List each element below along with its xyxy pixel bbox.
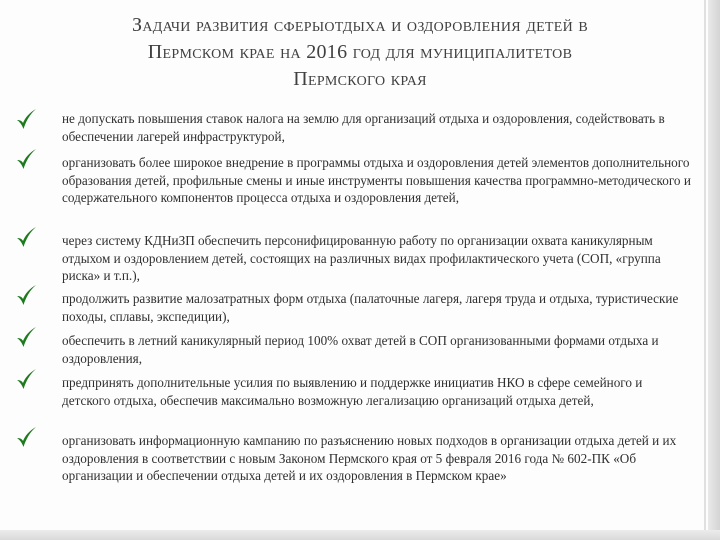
list-item-text: через систему КДНиЗП обеспечить персонифицированную работу по организации охвата каникулярным отдыхом и оздоровлением детей, состоящих на различных видах профилактического учета (СОП, «группа риска» и т.п.), [62,233,661,284]
check-icon [14,426,38,450]
list-item-text: организовать информационную кампанию по разъяснению новых подходов в организации отдыха детей и их оздоровления в соответствии с новым Законом Пермского края от 5 февраля 2016 года № 602-ПК «Об организации и обеспечении отдыха детей и их оздоровления в Пермском крае» [62,433,677,484]
title-line-1: Задачи развития сферыотдыха и оздоровления детей в [132,14,588,36]
list-item-text: организовать более широкое внедрение в программы отдыха и оздоровления детей элементов дополнительного образования детей, профильные смены и иные инструменты повышения качества программно-методического и содержательного компонентов процесса отдыха и оздоровления детей, [62,155,691,206]
list-item-text: продолжить развитие малозатратных форм отдыха (палаточные лагеря, лагеря труда и отдыха, туристические походы, сплавы, экспедиции), [62,291,679,324]
title-line-3: Пермского края [293,68,427,90]
title-line-2: Пермском крае на 2016 год для муниципалитетов [147,41,573,63]
list-item-text: обеспечить в летний каникулярный период 100% охват детей в СОП организованными формами отдыха и оздоровления, [62,333,659,366]
check-icon [14,284,38,308]
check-icon [14,368,38,392]
list-item-text: предпринять дополнительные усилия по выявлению и поддержке инициатив НКО в сфере семейного и детского отдыха, обеспечив максимально возможную легализацию организаций отдыха детей, [62,375,643,408]
check-icon [14,108,38,132]
list-item-text: не допускать повышения ставок налога на землю для организаций отдыха и оздоровления, содействовать в обеспечении лагерей инфраструктурой, [62,111,665,144]
check-icon [14,148,38,172]
check-icon [14,326,38,350]
check-icon [14,226,38,250]
